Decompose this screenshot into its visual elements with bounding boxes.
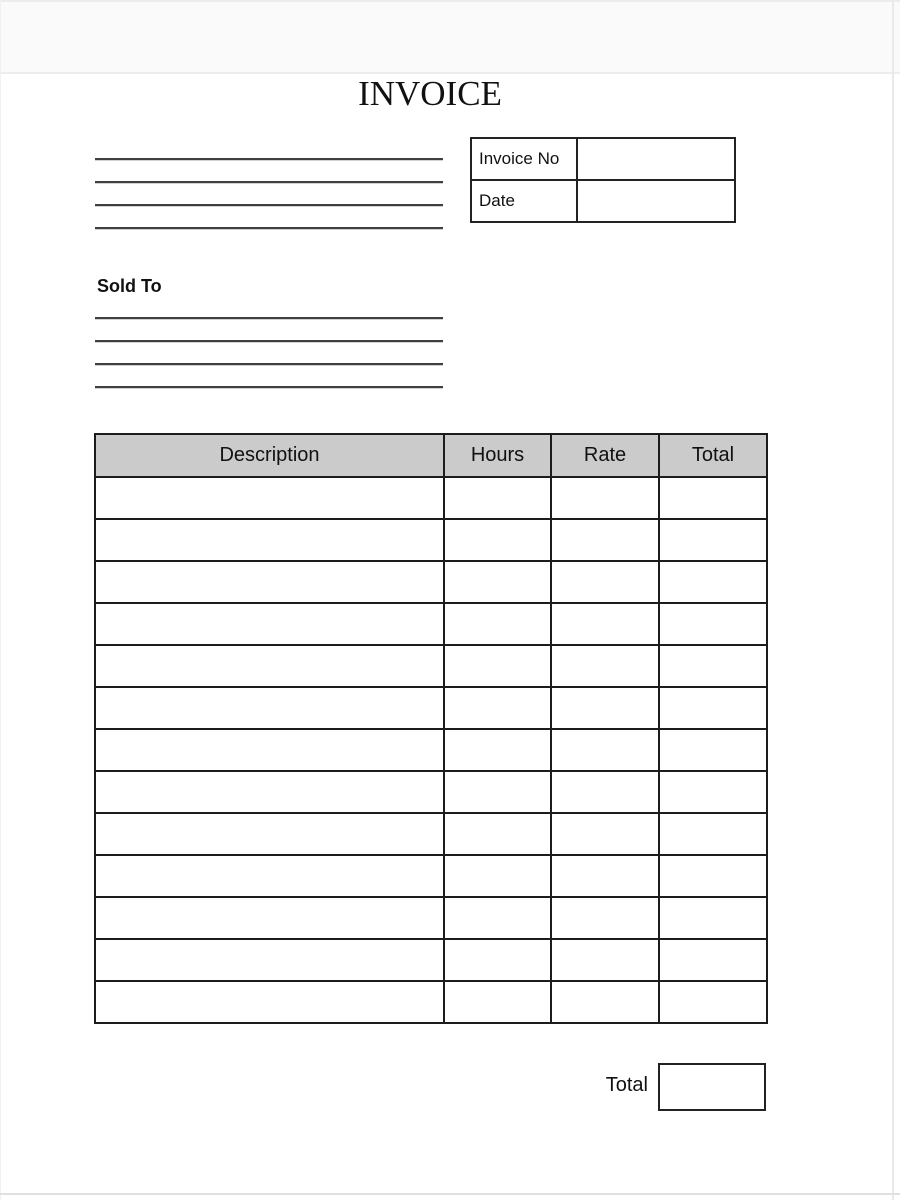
write-line[interactable]: [95, 181, 443, 183]
item-cell-rate[interactable]: [551, 897, 659, 939]
column-header-rate: Rate: [551, 434, 659, 477]
item-cell-description[interactable]: [95, 981, 444, 1023]
item-row: [95, 771, 767, 813]
item-cell-rate[interactable]: [551, 981, 659, 1023]
write-line[interactable]: [95, 340, 443, 342]
item-cell-hours[interactable]: [444, 561, 551, 603]
item-row: [95, 603, 767, 645]
item-cell-rate[interactable]: [551, 855, 659, 897]
date-label: Date: [471, 180, 577, 222]
item-row: [95, 645, 767, 687]
item-cell-description[interactable]: [95, 897, 444, 939]
item-cell-total[interactable]: [659, 519, 767, 561]
item-row: [95, 477, 767, 519]
item-cell-description[interactable]: [95, 603, 444, 645]
item-cell-total[interactable]: [659, 771, 767, 813]
item-cell-rate[interactable]: [551, 771, 659, 813]
item-cell-total[interactable]: [659, 477, 767, 519]
item-row: [95, 519, 767, 561]
page-edge-bottom: [0, 1193, 900, 1195]
item-cell-rate[interactable]: [551, 603, 659, 645]
item-cell-rate[interactable]: [551, 645, 659, 687]
grand-total-label: Total: [605, 1074, 648, 1096]
invoice-no-value[interactable]: [577, 138, 735, 180]
column-header-hours: Hours: [444, 434, 551, 477]
item-cell-hours[interactable]: [444, 645, 551, 687]
item-cell-hours[interactable]: [444, 939, 551, 981]
item-row: [95, 687, 767, 729]
item-cell-hours[interactable]: [444, 981, 551, 1023]
page-edge-right: [892, 0, 894, 1200]
grand-total-value[interactable]: [658, 1063, 766, 1111]
line-items-table: [94, 433, 768, 1024]
invoice-no-label: Invoice No: [471, 138, 577, 180]
item-cell-hours[interactable]: [444, 813, 551, 855]
item-cell-total[interactable]: [659, 729, 767, 771]
item-cell-hours[interactable]: [444, 519, 551, 561]
sold-to-write-lines: [95, 317, 443, 409]
date-row: [471, 180, 735, 222]
item-cell-total[interactable]: [659, 981, 767, 1023]
item-row: [95, 855, 767, 897]
item-row: [95, 897, 767, 939]
item-row: [95, 813, 767, 855]
item-cell-hours[interactable]: [444, 771, 551, 813]
page-top-band: [0, 0, 900, 74]
item-cell-rate[interactable]: [551, 729, 659, 771]
item-row: [95, 981, 767, 1023]
write-line[interactable]: [95, 363, 443, 365]
write-line[interactable]: [95, 158, 443, 160]
header-write-lines: [95, 158, 443, 250]
page-title: INVOICE: [358, 74, 502, 113]
invoice-no-row: [471, 138, 735, 180]
items-header-row: [95, 434, 767, 477]
item-cell-rate[interactable]: [551, 561, 659, 603]
item-cell-total[interactable]: [659, 561, 767, 603]
write-line[interactable]: [95, 227, 443, 229]
item-cell-rate[interactable]: [551, 519, 659, 561]
item-cell-description[interactable]: [95, 729, 444, 771]
item-cell-rate[interactable]: [551, 477, 659, 519]
page-edge-left: [0, 0, 1, 1200]
item-cell-rate[interactable]: [551, 813, 659, 855]
sold-to-label: Sold To: [97, 276, 162, 296]
item-cell-hours[interactable]: [444, 897, 551, 939]
item-cell-rate[interactable]: [551, 687, 659, 729]
item-cell-description[interactable]: [95, 519, 444, 561]
item-row: [95, 729, 767, 771]
item-cell-hours[interactable]: [444, 477, 551, 519]
item-cell-description[interactable]: [95, 939, 444, 981]
item-cell-total[interactable]: [659, 687, 767, 729]
item-cell-total[interactable]: [659, 813, 767, 855]
item-cell-description[interactable]: [95, 645, 444, 687]
write-line[interactable]: [95, 204, 443, 206]
item-cell-total[interactable]: [659, 645, 767, 687]
item-cell-total[interactable]: [659, 897, 767, 939]
item-cell-hours[interactable]: [444, 687, 551, 729]
item-cell-description[interactable]: [95, 813, 444, 855]
item-cell-hours[interactable]: [444, 729, 551, 771]
item-cell-description[interactable]: [95, 477, 444, 519]
items-body: [95, 477, 767, 1023]
date-value[interactable]: [577, 180, 735, 222]
item-row: [95, 939, 767, 981]
item-cell-total[interactable]: [659, 855, 767, 897]
grand-total-row: [94, 1065, 766, 1113]
item-cell-hours[interactable]: [444, 603, 551, 645]
item-cell-description[interactable]: [95, 687, 444, 729]
write-line[interactable]: [95, 317, 443, 319]
item-cell-total[interactable]: [659, 939, 767, 981]
invoice-meta-table: [470, 137, 736, 223]
item-cell-hours[interactable]: [444, 855, 551, 897]
item-cell-total[interactable]: [659, 603, 767, 645]
item-cell-description[interactable]: [95, 771, 444, 813]
item-cell-description[interactable]: [95, 855, 444, 897]
column-header-total: Total: [659, 434, 767, 477]
write-line[interactable]: [95, 386, 443, 388]
item-row: [95, 561, 767, 603]
column-header-description: Description: [95, 434, 444, 477]
item-cell-rate[interactable]: [551, 939, 659, 981]
item-cell-description[interactable]: [95, 561, 444, 603]
